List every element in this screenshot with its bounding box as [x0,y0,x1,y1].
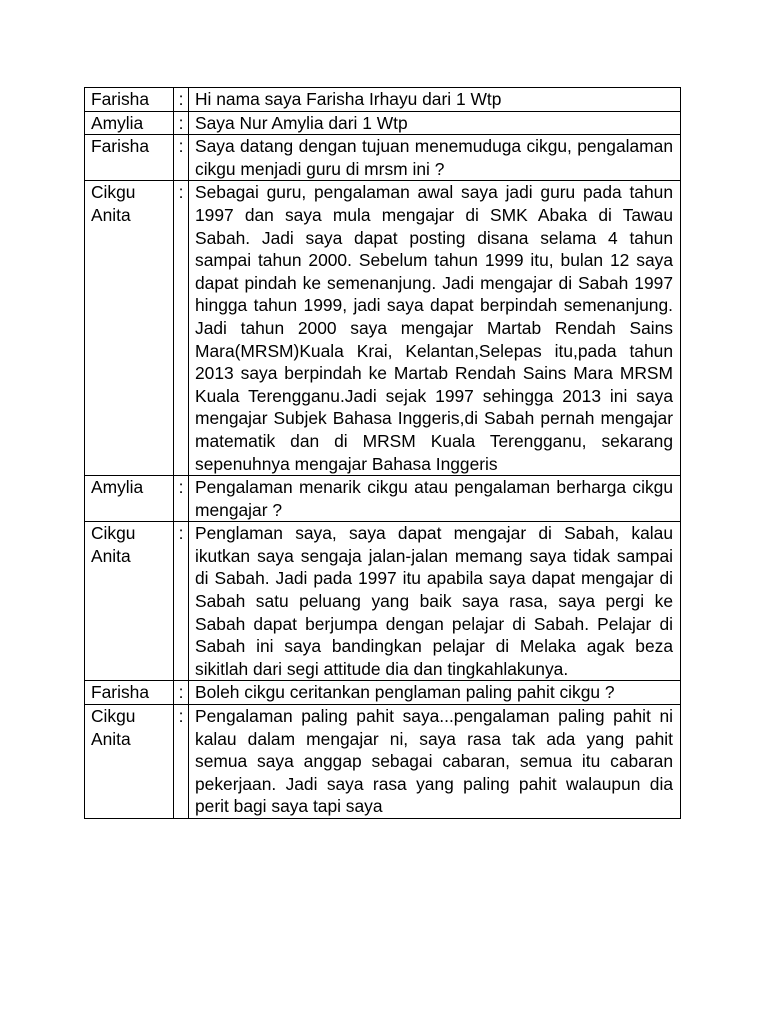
interview-transcript-table [84,87,681,819]
dialogue-text: Saya Nur Amylia dari 1 Wtp [189,111,681,135]
table-row [85,681,681,705]
dialogue-text: Penglaman saya, saya dapat mengajar di Sabah, kalau ikutkan saya sengaja jalan-jalan memang saya tidak sampai di Sabah. Jadi pada 1997 itu apabila saya dapat mengajar di Sabah satu peluang yang baik saya rasa, saya pergi ke Sabah dapat berjumpa dengan pelajar di Sabah. Pelajar di Sabah ini saya bandingkan pelajar di Melaka agak beza sikitlah dari segi attitude dia dan tingkahlakunya. [189,522,681,681]
dialogue-text: Sebagai guru, pengalaman awal saya jadi guru pada tahun 1997 dan saya mula mengajar di SMK Abaka di Tawau Sabah. Jadi saya dapat posting disana selama 4 tahun sampai tahun 2000. Sebelum tahun 1999 itu, bulan 12 saya dapat pindah ke semenanjung. Jadi mengajar di Sabah 1997 hingga tahun 1999, jadi saya dapat berpindah semenanjung. Jadi tahun 2000 saya mengajar Martab Rendah Sains Mara(MRSM)Kuala Krai, Kelantan,Selepas itu,pada tahun 2013 saya berpindah ke Martab Rendah Sains Mara MRSM Kuala Terengganu.Jadi sejak 1997 sehingga 2013 ini saya mengajar Subjek Bahasa Inggeris,di Sabah pernah mengajar matematik dan di MRSM Kuala Terengganu, sekarang sepenuhnya mengajar Bahasa Inggeris [189,181,681,476]
table-row [85,522,681,681]
speaker-name: Amylia [85,476,174,522]
speaker-name: Cikgu Anita [85,705,174,819]
table-row [85,135,681,181]
dialogue-text: Saya datang dengan tujuan menemuduga cikgu, pengalaman cikgu menjadi guru di mrsm ini ? [189,135,681,181]
colon-separator: : [174,181,189,476]
dialogue-text: Hi nama saya Farisha Irhayu dari 1 Wtp [189,88,681,112]
speaker-name: Cikgu Anita [85,181,174,476]
colon-separator: : [174,681,189,705]
colon-separator: : [174,135,189,181]
dialogue-text: Boleh cikgu ceritankan penglaman paling pahit cikgu ? [189,681,681,705]
speaker-name: Amylia [85,111,174,135]
colon-separator: : [174,88,189,112]
table-row [85,476,681,522]
speaker-name: Farisha [85,681,174,705]
speaker-name: Farisha [85,88,174,112]
table-row [85,181,681,476]
dialogue-text: Pengalaman paling pahit saya...pengalaman paling pahit ni kalau dalam mengajar ni, saya rasa tak ada yang pahit semua saya anggap sebagai cabaran, semua itu cabaran pekerjaan. Jadi saya rasa yang paling pahit walaupun dia perit bagi saya tapi saya [189,705,681,819]
colon-separator: : [174,522,189,681]
table-row [85,111,681,135]
dialogue-text: Pengalaman menarik cikgu atau pengalaman berharga cikgu mengajar ? [189,476,681,522]
speaker-name: Cikgu Anita [85,522,174,681]
table-row [85,705,681,819]
colon-separator: : [174,705,189,819]
table-row [85,88,681,112]
colon-separator: : [174,476,189,522]
speaker-name: Farisha [85,135,174,181]
colon-separator: : [174,111,189,135]
